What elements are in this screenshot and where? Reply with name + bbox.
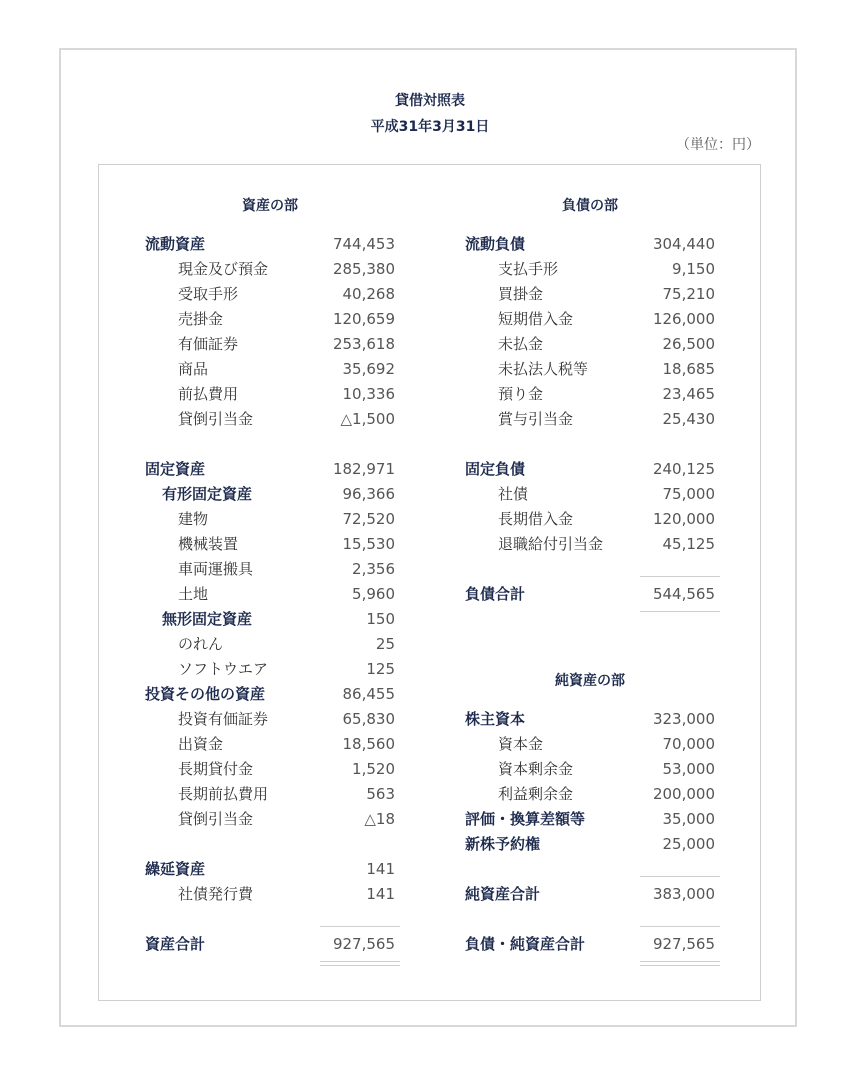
row-label: 投資有価証券 — [178, 710, 269, 728]
row-value: 25 — [375, 635, 395, 653]
net-assets-heading: 純資産の部 — [555, 673, 625, 689]
row-label: 長期借入金 — [498, 510, 574, 528]
row-value: 96,366 — [342, 485, 395, 503]
row-value: 10,336 — [342, 385, 395, 403]
row-label: 投資その他の資産 — [145, 685, 266, 703]
row-value: 35,692 — [342, 360, 395, 378]
row-label: 評価・換算差額等 — [465, 810, 586, 828]
row-value: 182,971 — [332, 460, 395, 478]
row-label: 現金及び預金 — [178, 260, 269, 278]
row-value: 126,000 — [652, 310, 715, 328]
row-label: 資本金 — [498, 735, 544, 753]
row-label: 短期借入金 — [498, 310, 574, 328]
row-label: 機械装置 — [178, 535, 239, 553]
row-value: 35,000 — [662, 810, 715, 828]
row-label: 売掛金 — [178, 310, 224, 328]
row-label: 流動負債 — [465, 235, 526, 253]
row-value: 927,565 — [332, 935, 395, 953]
row-value: 9,150 — [672, 260, 715, 278]
row-value: △18 — [364, 810, 395, 828]
row-label: 新株予約権 — [465, 835, 541, 853]
row-label: 未払金 — [498, 335, 544, 353]
row-value: 304,440 — [652, 235, 715, 253]
row-value: 1,520 — [352, 760, 395, 778]
row-value: 75,210 — [662, 285, 715, 303]
row-label: 受取手形 — [178, 285, 239, 303]
row-value: 45,125 — [662, 535, 715, 553]
row-label: 株主資本 — [465, 710, 526, 728]
row-label: 資本剰余金 — [498, 760, 574, 778]
row-value: 120,000 — [652, 510, 715, 528]
row-label: 利益剰余金 — [498, 785, 574, 803]
assets-total-rule-top — [320, 926, 400, 927]
row-value: 120,659 — [332, 310, 395, 328]
document-title: 貸借対照表 — [395, 93, 465, 109]
assets-total-double-rule-2 — [320, 965, 400, 966]
grand-total-rule-top — [640, 926, 720, 927]
row-label: 固定負債 — [465, 460, 526, 478]
row-value: 200,000 — [652, 785, 715, 803]
row-value: 18,560 — [342, 735, 395, 753]
row-label: 貸倒引当金 — [178, 410, 254, 428]
row-value: 141 — [366, 885, 395, 903]
row-value: 544,565 — [652, 585, 715, 603]
row-label: 未払法人税等 — [498, 360, 589, 378]
row-label: 長期貸付金 — [178, 760, 254, 778]
grand-total-double-rule-2 — [640, 965, 720, 966]
row-value: 5,960 — [352, 585, 395, 603]
row-label: 有価証券 — [178, 335, 239, 353]
row-label: 買掛金 — [498, 285, 544, 303]
row-value: 25,430 — [662, 410, 715, 428]
row-value: 285,380 — [332, 260, 395, 278]
row-label: 建物 — [178, 510, 209, 528]
row-value: 15,530 — [342, 535, 395, 553]
row-label: 退職給付引当金 — [498, 535, 604, 553]
document-date: 平成31年3月31日 — [370, 119, 490, 135]
row-value: 23,465 — [662, 385, 715, 403]
row-label: 前払費用 — [178, 385, 239, 403]
row-label: 土地 — [178, 585, 209, 603]
row-label: 有形固定資産 — [162, 485, 253, 503]
row-value: 563 — [366, 785, 395, 803]
row-label: 純資産合計 — [465, 885, 541, 903]
row-value: 253,618 — [332, 335, 395, 353]
row-value: 72,520 — [342, 510, 395, 528]
row-label: 車両運搬具 — [178, 560, 254, 578]
row-label: のれん — [178, 635, 224, 653]
row-value: 744,453 — [332, 235, 395, 253]
row-value: 927,565 — [652, 935, 715, 953]
assets-heading: 資産の部 — [242, 198, 298, 214]
row-value: 25,000 — [662, 835, 715, 853]
row-label: 賞与引当金 — [498, 410, 574, 428]
row-label: 出資金 — [178, 735, 224, 753]
row-label: 預り金 — [498, 385, 544, 403]
net-assets-total-rule-top — [640, 876, 720, 877]
row-value: 150 — [366, 610, 395, 628]
row-value: 240,125 — [652, 460, 715, 478]
row-value: 53,000 — [662, 760, 715, 778]
row-value: 18,685 — [662, 360, 715, 378]
grand-total-double-rule-1 — [640, 961, 720, 962]
row-value: △1,500 — [340, 410, 395, 428]
assets-total-double-rule-1 — [320, 961, 400, 962]
liabilities-heading: 負債の部 — [562, 198, 618, 214]
row-label: 社債 — [498, 485, 529, 503]
row-value: 125 — [366, 660, 395, 678]
row-label: 負債・純資産合計 — [465, 935, 586, 953]
row-value: 75,000 — [662, 485, 715, 503]
row-label: 社債発行費 — [178, 885, 254, 903]
liabilities-total-rule-top — [640, 576, 720, 577]
row-value: 65,830 — [342, 710, 395, 728]
row-value: 141 — [366, 860, 395, 878]
row-value: 323,000 — [652, 710, 715, 728]
row-value: 2,356 — [352, 560, 395, 578]
row-label: 固定資産 — [145, 460, 206, 478]
row-value: 40,268 — [342, 285, 395, 303]
row-label: 商品 — [178, 360, 209, 378]
row-label: 貸倒引当金 — [178, 810, 254, 828]
row-label: 無形固定資産 — [162, 610, 253, 628]
row-label: 支払手形 — [498, 260, 559, 278]
row-value: 383,000 — [652, 885, 715, 903]
row-value: 86,455 — [342, 685, 395, 703]
row-label: 流動資産 — [145, 235, 206, 253]
unit-label: （単位：円） — [676, 137, 760, 153]
row-value: 26,500 — [662, 335, 715, 353]
row-label: 長期前払費用 — [178, 785, 269, 803]
row-label: 繰延資産 — [145, 860, 206, 878]
row-value: 70,000 — [662, 735, 715, 753]
liabilities-total-rule-bottom — [640, 611, 720, 612]
row-label: ソフトウエア — [178, 660, 269, 678]
row-label: 負債合計 — [465, 585, 526, 603]
row-label: 資産合計 — [145, 935, 206, 953]
